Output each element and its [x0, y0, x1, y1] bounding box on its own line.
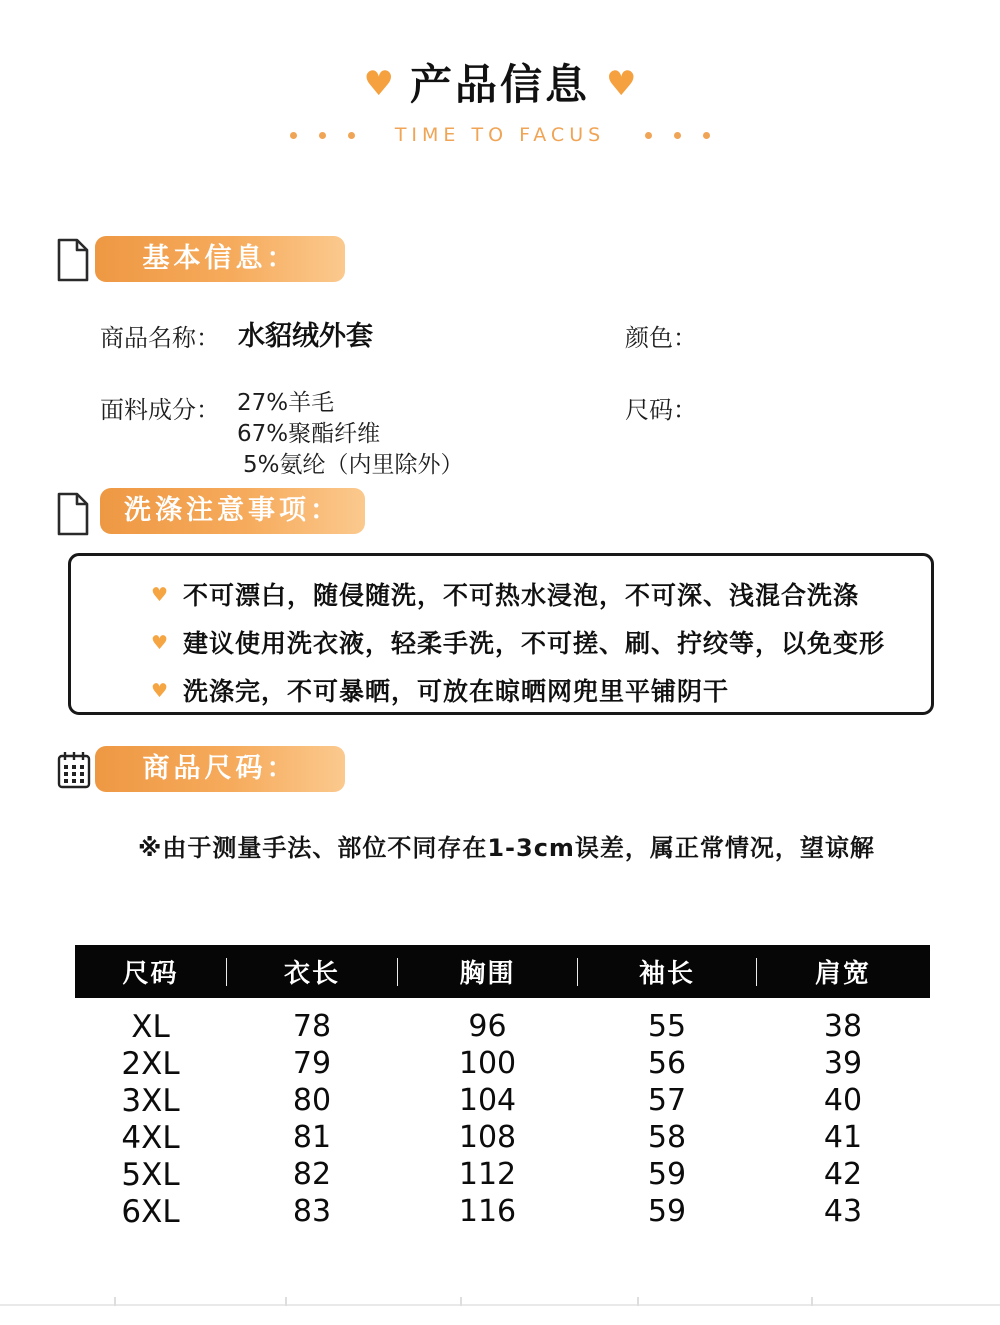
- size-label: 尺码：: [625, 396, 697, 424]
- washing-instruction-text: 洗涤完，不可暴晒，可放在晾晒网兜里平铺阴干: [183, 677, 730, 706]
- fabric-line: 5%氨纶（内里除外）: [243, 452, 464, 478]
- product-name-value: 水貂绒外套: [238, 321, 373, 352]
- sleeve-cell: 59: [647, 1194, 687, 1229]
- length-cell: 82: [292, 1157, 332, 1192]
- size-table: [75, 945, 930, 1230]
- section-banner-basic-info: 基本信息：: [95, 236, 345, 282]
- table-row: [75, 1193, 930, 1230]
- divider: [285, 1297, 287, 1306]
- list-item: [151, 666, 921, 714]
- size-table-body: [75, 1008, 930, 1230]
- list-item: [151, 618, 921, 666]
- list-item: [151, 570, 921, 618]
- fabric-label: 面料成分：: [100, 396, 220, 424]
- length-cell: 78: [292, 1009, 332, 1044]
- product-name-label: 商品名称：: [100, 324, 220, 352]
- bust-cell: 96: [468, 1009, 507, 1044]
- sleeve-cell: 56: [647, 1046, 687, 1081]
- divider: [114, 1297, 116, 1306]
- page-title: 产品信息: [409, 60, 590, 109]
- size-cell: 4XL: [121, 1119, 180, 1156]
- size-cell: 6XL: [121, 1193, 180, 1230]
- sleeve-cell: 55: [647, 1009, 687, 1044]
- column-header: 衣长: [283, 959, 340, 989]
- table-row: [75, 1156, 930, 1193]
- sleeve-cell: 57: [647, 1083, 687, 1118]
- table-row: [75, 1082, 930, 1119]
- divider: [460, 1297, 462, 1306]
- page-subtitle-row: [0, 124, 1000, 146]
- shoulder-cell: 41: [823, 1120, 863, 1155]
- shoulder-cell: 38: [823, 1009, 863, 1044]
- bust-cell: 108: [458, 1120, 517, 1155]
- page-subtitle: TIME TO FACUS: [394, 124, 606, 146]
- size-cell: XL: [131, 1008, 170, 1045]
- fabric-composition: [237, 388, 464, 481]
- bust-cell: 104: [458, 1083, 517, 1118]
- document-icon: [57, 238, 89, 282]
- length-cell: 81: [292, 1120, 332, 1155]
- bust-cell: 116: [458, 1194, 517, 1229]
- heart-icon: ♥: [363, 64, 394, 104]
- section-banner-washing: 洗涤注意事项：: [100, 488, 365, 534]
- fabric-line: 67%聚酯纤维: [237, 421, 381, 447]
- color-label: 颜色：: [625, 324, 697, 352]
- washing-instruction-text: 不可漂白，随侵随洗，不可热水浸泡，不可深、浅混合洗涤: [183, 581, 860, 610]
- size-cell: 5XL: [121, 1156, 180, 1193]
- size-table-header: [75, 945, 930, 998]
- calendar-grid-icon: [56, 750, 92, 790]
- table-row: [75, 1008, 930, 1045]
- table-row: [75, 1119, 930, 1156]
- shoulder-cell: 39: [823, 1046, 863, 1081]
- column-header: 胸围: [459, 959, 516, 989]
- column-header: 尺码: [122, 959, 179, 989]
- washing-instruction-text: 建议使用洗衣液，轻柔手洗，不可搓、刷、拧绞等，以免变形: [183, 629, 886, 658]
- document-icon: [57, 492, 89, 536]
- column-header: 袖长: [638, 959, 695, 989]
- shoulder-cell: 40: [823, 1083, 863, 1118]
- divider: [637, 1297, 639, 1306]
- heart-icon: ♥: [606, 64, 637, 104]
- fabric-line: 27%羊毛: [237, 390, 335, 416]
- length-cell: 80: [292, 1083, 332, 1118]
- heart-bullet-icon: ♥: [151, 584, 169, 606]
- size-cell: 3XL: [121, 1082, 180, 1119]
- length-cell: 83: [292, 1194, 332, 1229]
- page-header: [0, 52, 1000, 112]
- section-banner-size: 商品尺码：: [95, 746, 345, 792]
- dots-decoration: [645, 132, 710, 139]
- shoulder-cell: 43: [823, 1194, 863, 1229]
- length-cell: 79: [292, 1046, 332, 1081]
- bust-cell: 112: [458, 1157, 517, 1192]
- bust-cell: 100: [458, 1046, 517, 1081]
- column-header: 肩宽: [814, 959, 871, 989]
- size-cell: 2XL: [121, 1045, 180, 1082]
- size-tolerance-note: ※由于测量手法、部位不同存在1-3cm误差，属正常情况，望谅解: [138, 834, 875, 862]
- washing-instructions-list: [151, 570, 921, 714]
- heart-bullet-icon: ♥: [151, 680, 169, 702]
- sleeve-cell: 59: [647, 1157, 687, 1192]
- table-row: [75, 1045, 930, 1082]
- shoulder-cell: 42: [823, 1157, 863, 1192]
- divider: [0, 1304, 1000, 1306]
- divider: [811, 1297, 813, 1306]
- sleeve-cell: 58: [647, 1120, 687, 1155]
- washing-instructions-box: [68, 553, 934, 715]
- heart-bullet-icon: ♥: [151, 632, 169, 654]
- dots-decoration: [290, 132, 355, 139]
